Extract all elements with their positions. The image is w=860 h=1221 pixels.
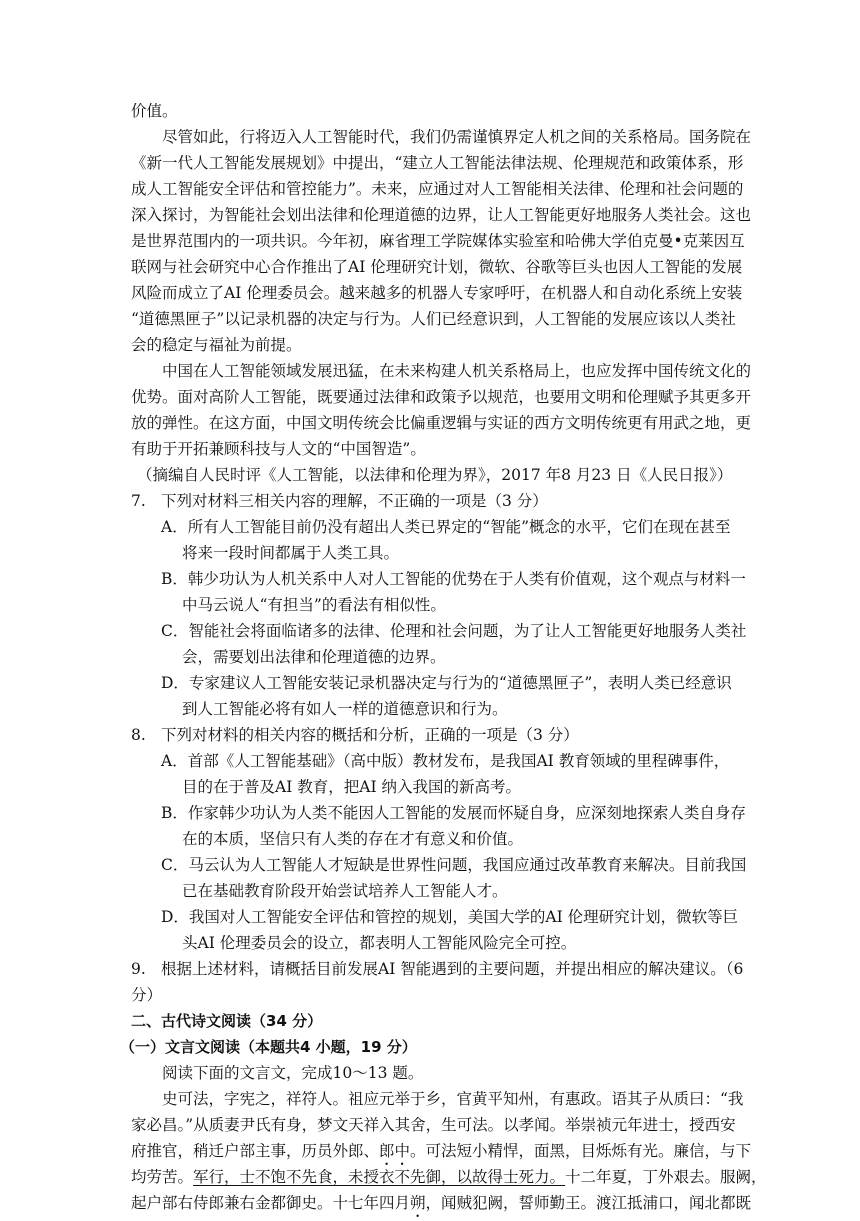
option-d: D．我国对人工智能安全评估和管控的规划，美国大学的AI 伦理研究计划，微软等巨 — [161, 908, 739, 926]
option-b: B．作家韩少功认为人类不能因人工智能的发展而怀疑自身，应深刻地探索人类自身存 — [161, 804, 746, 822]
question-8 — [131, 722, 579, 748]
passage-text: 府推官，稍迁户部主事，历员外郎、 — [131, 1142, 380, 1160]
question-number: 8. — [131, 726, 146, 744]
underlined-sentence: 军行，士不饱不先食，未授衣不先御，以故得士死力。 — [193, 1168, 566, 1186]
text-line: 尽管如此，行将迈入人工智能时代，我们仍需谨慎界定人机之间的关系格局。国务院在 — [162, 128, 752, 146]
question-stem: 根据上述材料，请概括目前发展AI 智能遇到的主要问题，并提出相应的解决建议。（6 — [161, 960, 744, 978]
question-stem: 下列对材料三相关内容的理解，不正确的一项是（3 分） — [161, 492, 548, 510]
question-number: 7. — [131, 492, 146, 510]
text-line: 成人工智能安全评估和管控能力”。未来，应通过对人工智能相关法律、伦理和社会问题的 — [131, 180, 744, 198]
option-c-cont: 会，需要划出法律和伦理道德的边界。 — [182, 648, 446, 666]
passage-line — [131, 1190, 752, 1221]
text-line: 深入探讨，为智能社会划出法律和伦理道德的边界，让人工智能更好地服务人类社会。这也 — [131, 206, 752, 224]
question-stem: 下列对材料的相关内容的概括和分析，正确的一项是（3 分） — [161, 726, 579, 744]
text-line: 放的弹性。在这方面，中国文明传统会比偏重逻辑与实证的西方文明传统更有用武之地，更 — [131, 414, 752, 432]
reading-instruction: 阅读下面的文言文，完成10～13 题。 — [162, 1064, 424, 1082]
option-b: B．韩少功认为人机关系中人对人工智能的优势在于人类有价值观，这个观点与材料一 — [161, 570, 746, 588]
text-line: 中国在人工智能领域发展迅猛，在未来构建人机关系格局上，也应发挥中国传统文化的 — [162, 362, 752, 380]
option-a-cont: 将来一段时间都属于人类工具。 — [182, 544, 400, 562]
option-a: A．首部《人工智能基础》（高中版）教材发布，是我国AI 教育领域的里程碑事件， — [161, 752, 730, 770]
section-heading: 二、古代诗文阅读（34 分） — [131, 1012, 323, 1030]
option-b-cont: 中马云说人“有担当”的看法有相似性。 — [182, 596, 446, 614]
text-line: 《新一代人工智能发展规划》中提出，“建立人工智能法律法规、伦理规范和政策体系，形 — [131, 154, 744, 172]
source-citation: （摘编自人民时评《人工智能，以法律和伦理为界》，2017 年8 月23 日《人民日报》） — [137, 466, 733, 484]
question-9-cont: 分） — [131, 986, 163, 1004]
option-a-cont: 目的在于普及AI 教育，把AI 纳入我国的新高考。 — [182, 778, 521, 796]
subsection-heading: （一）文言文阅读（本题共4 小题，19 分） — [120, 1038, 417, 1056]
passage-line: 史可法，字宪之，祥符人。祖应元举于乡，官黄平知州，有惠政。语其子从质曰：“我 — [162, 1090, 744, 1108]
question-9 — [131, 956, 743, 982]
option-c: C．马云认为人工智能人才短缺是世界性问题，我国应通过改革教育来解决。目前我国 — [161, 856, 747, 874]
option-d-cont: 头AI 伦理委员会的设立，都表明人工智能风险完全可控。 — [182, 934, 577, 952]
passage-line — [131, 1164, 767, 1190]
text-line: 会的稳定与福祉为前提。 — [131, 336, 302, 354]
text-line: 有助于开拓兼顾科技与人文的“中国智造”。 — [131, 440, 426, 458]
passage-line: 家必昌。”从质妻尹氏有身，梦文天祥入其舍，生可法。以孝闻。举崇祯元年进士，授西安 — [131, 1116, 736, 1134]
question-7 — [131, 488, 548, 514]
passage-text: 。可法短小精悍，面黑，目烁烁有光。廉信，与下 — [410, 1142, 752, 1160]
text-line: 优势。面对高阶人工智能，既要通过法律和政策予以规范，也要用文明和伦理赋予其更多开 — [131, 388, 752, 406]
text-line: “道德黑匣子”以记录机器的决定与行为。人们已经意识到，人工智能的发展应该以人类社 — [131, 310, 736, 328]
text-line: 价值。 — [131, 102, 178, 120]
emphasized-word: 朔 — [410, 1194, 426, 1212]
passage-text: 均劳苦。 — [131, 1168, 194, 1186]
text-line: 联网与社会研究中心合作推出了AI 伦理研究计划，微软、谷歌等巨头也因人工智能的发展 — [131, 258, 743, 276]
option-c: C．智能社会将面临诸多的法律、伦理和社会问题，为了让人工智能更好地服务人类社 — [161, 622, 747, 640]
passage-text: ，闻贼犯阙，誓师勤王。渡江抵浦口，闻北都既 — [425, 1194, 752, 1212]
option-b-cont: 在的本质，坚信只有人类的存在才有意义和价值。 — [182, 830, 524, 848]
text-line: 风险而成立了AI 伦理委员会。越来越多的机器人专家呼吁，在机器人和自动化系统上安装 — [131, 284, 743, 302]
passage-text: 十二年夏，丁外艰去。服阙， — [565, 1168, 767, 1186]
option-c-cont: 已在基础教育阶段开始尝试培养人工智能人才。 — [182, 882, 508, 900]
option-d-cont: 到人工智能必将有如人一样的道德意识和行为。 — [182, 700, 508, 718]
option-d: D．专家建议人工智能安装记录机器决定与行为的“道德黑匣子”，表明人类已经意识 — [161, 674, 732, 692]
option-a: A．所有人工智能目前仍没有超出人类已界定的“智能”概念的水平，它们在现在甚至 — [161, 518, 731, 536]
passage-text: 起户部右侍郎兼右金都御史。十七年四月 — [131, 1194, 411, 1212]
emphasized-word: 郎中 — [379, 1142, 411, 1160]
text-line: 是世界范围内的一项共识。今年初，麻省理工学院媒体实验室和哈佛大学伯克曼•克莱因互 — [131, 232, 745, 250]
question-number: 9. — [131, 960, 146, 978]
